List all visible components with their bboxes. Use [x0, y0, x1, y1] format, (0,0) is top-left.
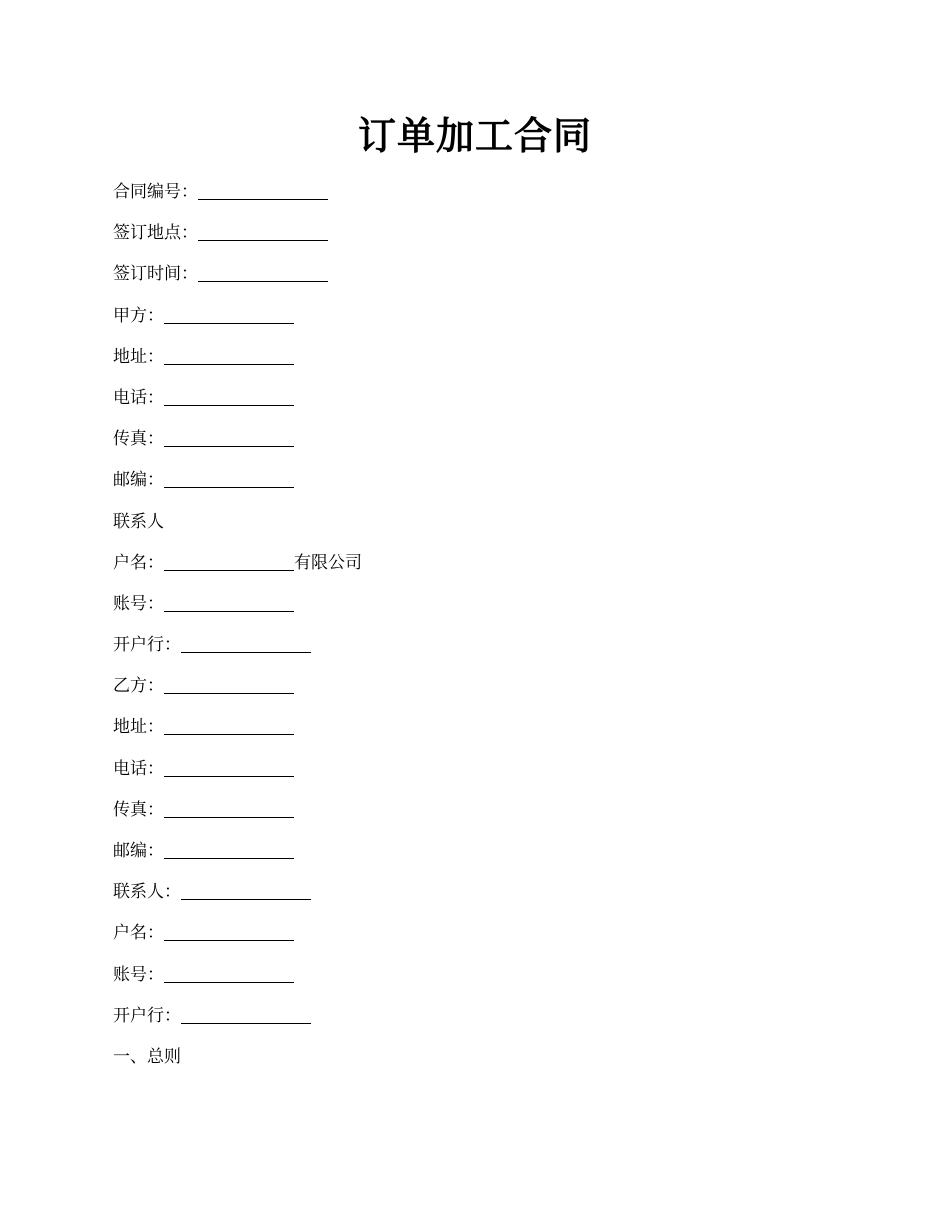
field-label: 地址：: [113, 717, 164, 738]
form-field-line: [113, 917, 853, 958]
field-label: 乙方：: [113, 676, 164, 697]
form-field-line: [113, 382, 853, 423]
form-field-line: [113, 300, 853, 341]
field-label: 合同编号：: [113, 182, 198, 202]
document-body: [113, 176, 853, 1082]
fill-in-blank[interactable]: [164, 797, 294, 818]
field-label: 账号：: [113, 964, 164, 985]
field-label: 账号：: [113, 593, 164, 614]
field-label: 地址：: [113, 346, 164, 367]
field-label: 电话：: [113, 387, 164, 408]
field-label: 签订时间：: [113, 264, 198, 285]
text-line: [113, 1041, 853, 1082]
form-field-line: [113, 341, 853, 382]
fill-in-blank[interactable]: [198, 261, 328, 282]
text-line: [113, 506, 853, 547]
fill-in-blank[interactable]: [198, 220, 328, 241]
form-field-line: [113, 835, 853, 876]
field-label: 一、总则: [113, 1046, 181, 1067]
form-field-line: [113, 711, 853, 752]
form-field-line: [113, 176, 853, 217]
fill-in-blank[interactable]: [181, 1003, 311, 1024]
form-field-line: [113, 464, 853, 505]
form-field-line: [113, 258, 853, 299]
fill-in-blank[interactable]: [164, 962, 294, 983]
form-field-line: [113, 876, 853, 917]
fill-in-blank[interactable]: [164, 467, 294, 488]
field-label: 甲方：: [113, 305, 164, 326]
field-suffix: 有限公司: [294, 552, 362, 573]
field-label: 签订地点：: [113, 223, 198, 244]
field-label: 联系人：: [113, 882, 181, 903]
fill-in-blank[interactable]: [164, 344, 294, 365]
form-field-line: [113, 959, 853, 1000]
field-label: 邮编：: [113, 470, 164, 491]
fill-in-blank[interactable]: [164, 714, 294, 735]
field-label: 邮编：: [113, 841, 164, 861]
form-field-line: [113, 423, 853, 464]
form-field-line: [113, 629, 853, 670]
fill-in-blank[interactable]: [164, 426, 294, 447]
fill-in-blank[interactable]: [164, 756, 294, 777]
fill-in-blank[interactable]: [198, 179, 328, 200]
fill-in-blank[interactable]: [164, 673, 294, 694]
fill-in-blank[interactable]: [164, 385, 294, 406]
fill-in-blank[interactable]: [164, 550, 294, 571]
document-title: 订单加工合同: [357, 113, 592, 158]
field-label: 户名：: [113, 923, 164, 944]
form-field-line: [113, 217, 853, 258]
fill-in-blank[interactable]: [164, 920, 294, 941]
fill-in-blank[interactable]: [181, 632, 311, 653]
form-field-line: [113, 588, 853, 629]
fill-in-blank[interactable]: [164, 303, 294, 324]
field-label: 传真：: [113, 429, 164, 450]
field-label: 传真：: [113, 799, 164, 820]
field-label: 联系人: [113, 511, 164, 532]
fill-in-blank[interactable]: [181, 879, 311, 900]
field-label: 户名：: [113, 552, 164, 573]
form-field-line: [113, 670, 853, 711]
fill-in-blank[interactable]: [164, 591, 294, 612]
field-label: 开户行：: [113, 1005, 181, 1026]
field-label: 开户行：: [113, 635, 181, 656]
form-field-line: [113, 1000, 853, 1041]
field-label: 电话：: [113, 758, 164, 779]
form-field-line: [113, 547, 853, 588]
form-field-line: [113, 794, 853, 835]
form-field-line: [113, 753, 853, 794]
fill-in-blank[interactable]: [164, 838, 294, 859]
